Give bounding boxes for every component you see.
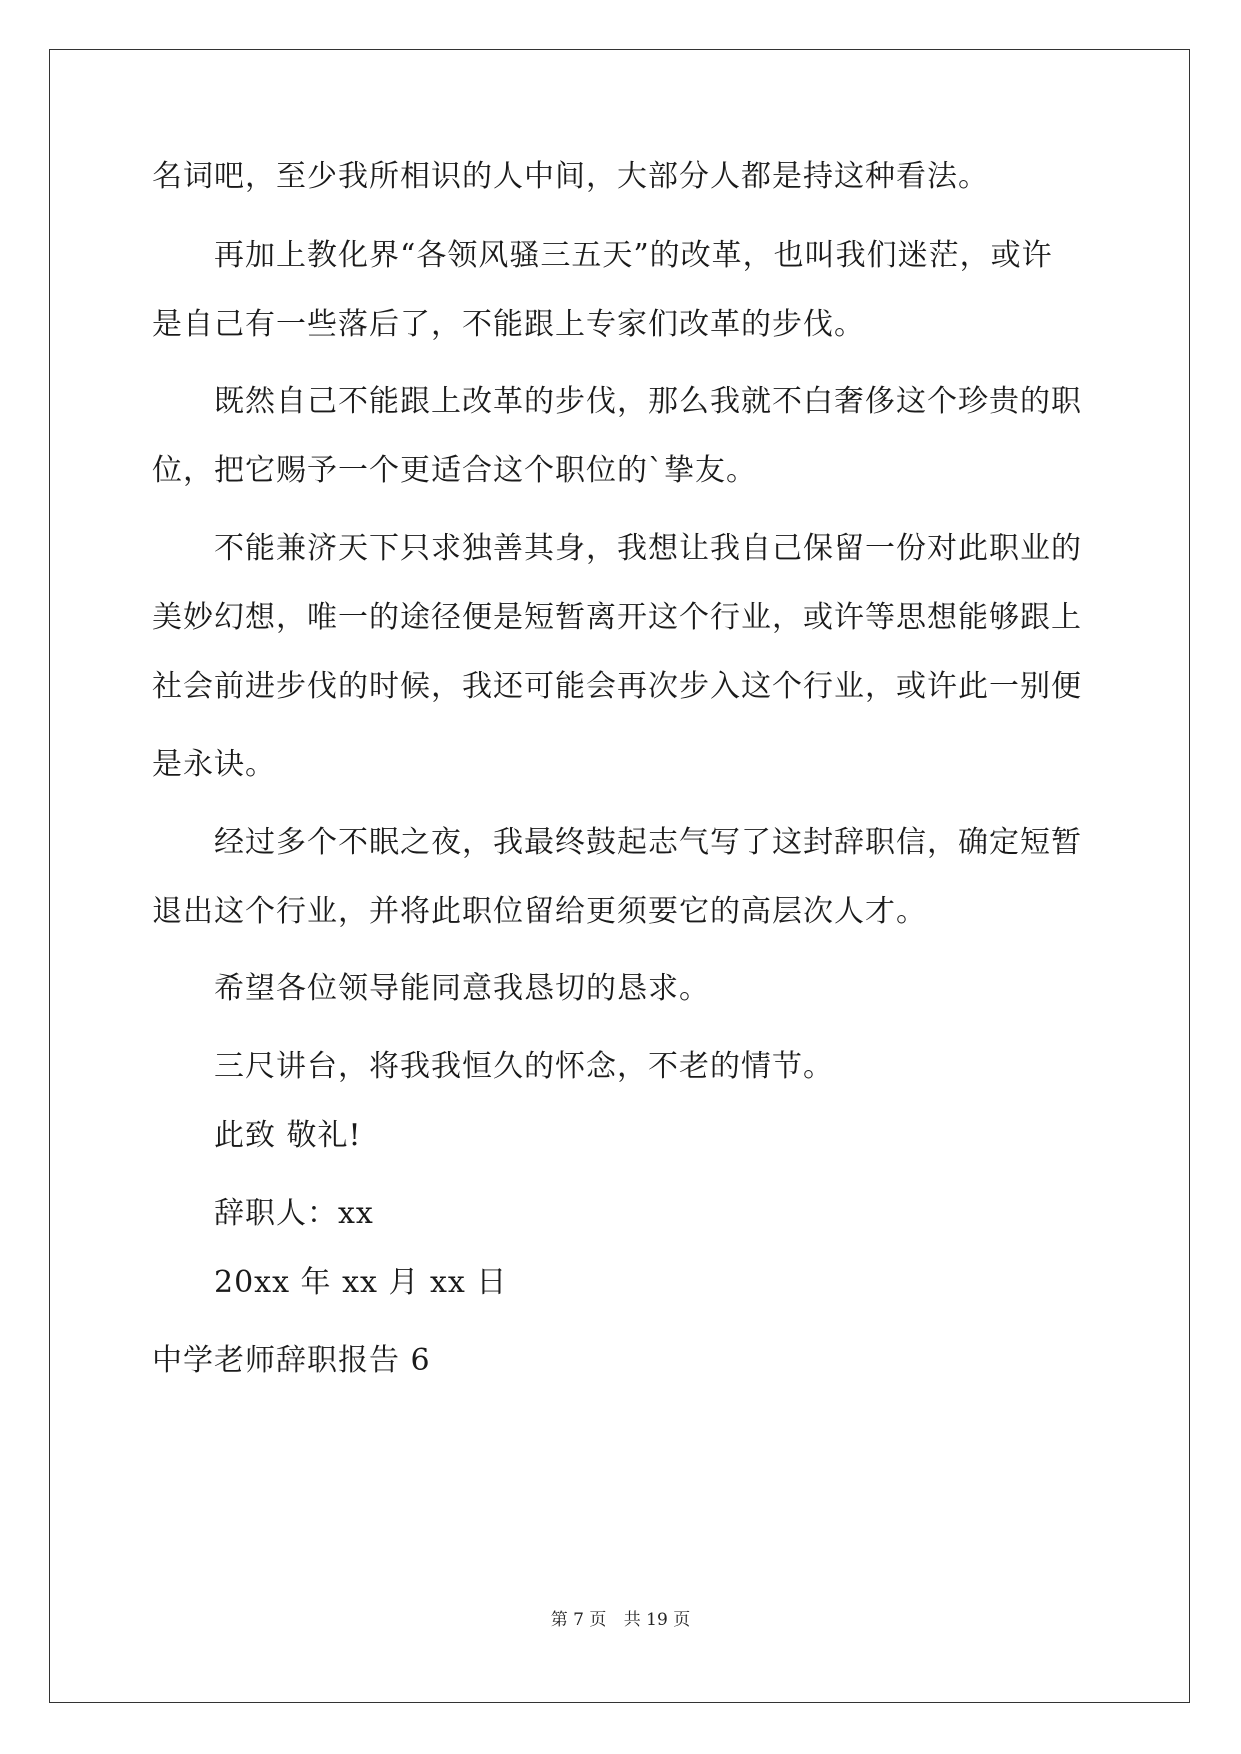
- paragraph-start: 不能兼济天下只求独善其身，我想让我自己保留一份对此职业的: [214, 531, 1082, 566]
- paragraph-start: 再加上教化界“各领风骚三五天”的改革，也叫我们迷茫，或许: [214, 238, 1053, 273]
- section-heading: 中学老师辞职报告 6: [152, 1343, 431, 1378]
- text-line: 社会前进步伐的时候，我还可能会再次步入这个行业，或许此一别便: [152, 669, 1082, 704]
- closing-salutation: 此致 敬礼!: [214, 1118, 362, 1153]
- date-line: 20xx 年 xx 月 xx 日: [214, 1265, 508, 1300]
- page-total: 共 19 页: [623, 1610, 691, 1630]
- text-line: 退出这个行业，并将此职位留给更须要它的高层次人才。: [152, 894, 927, 929]
- text-line: 美妙幻想，唯一的途径便是短暂离开这个行业，或许等思想能够跟上: [152, 600, 1082, 635]
- paragraph-start: 既然自己不能跟上改革的步伐，那么我就不白奢侈这个珍贵的职: [214, 384, 1082, 419]
- text-line: 是永诀。: [152, 747, 276, 782]
- paragraph-start: 三尺讲台，将我我恒久的怀念，不老的情节。: [214, 1049, 834, 1084]
- text-line: 位，把它赐予一个更适合这个职位的`挚友。: [152, 453, 757, 488]
- paragraph-start: 希望各位领导能同意我恳切的恳求。: [214, 971, 710, 1006]
- signature-line: 辞职人：xx: [214, 1196, 374, 1231]
- text-line: 名词吧，至少我所相识的人中间，大部分人都是持这种看法。: [152, 159, 989, 194]
- text-line: 是自己有一些落后了，不能跟上专家们改革的步伐。: [152, 307, 865, 342]
- paragraph-start: 经过多个不眠之夜，我最终鼓起志气写了这封辞职信，确定短暂: [214, 825, 1082, 860]
- page-number: 第 7 页: [550, 1610, 607, 1630]
- page-frame: [49, 49, 1190, 1703]
- page-footer: [0, 1608, 1241, 1632]
